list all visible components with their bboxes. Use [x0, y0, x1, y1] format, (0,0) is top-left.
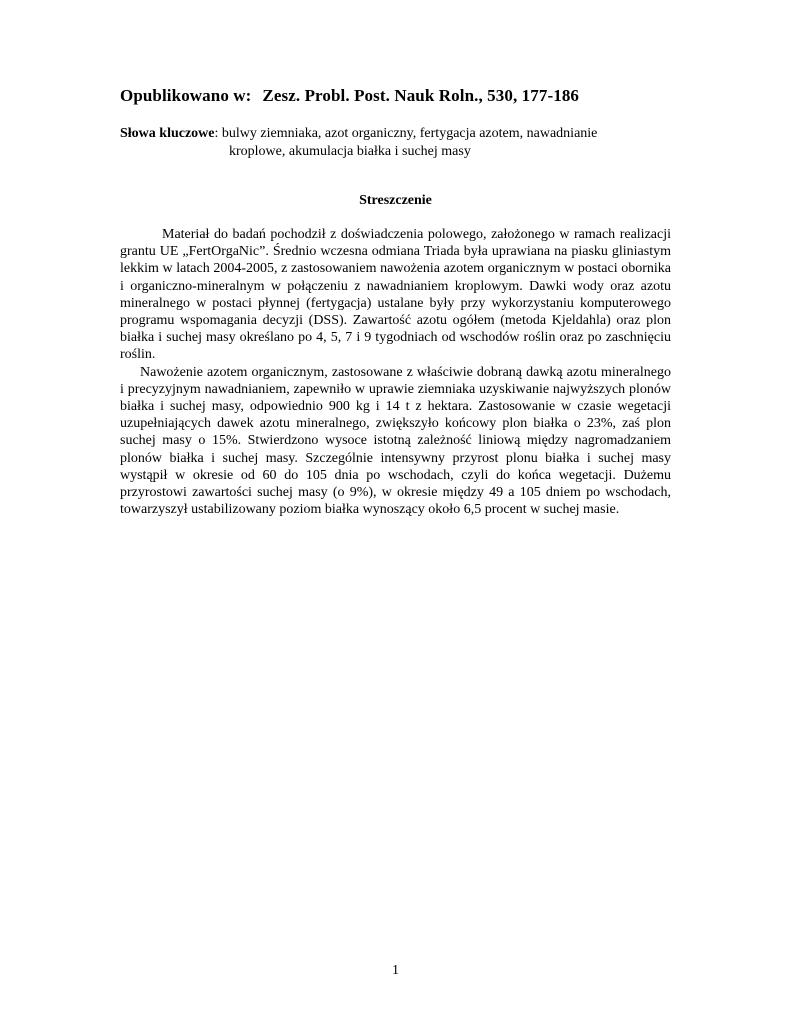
keywords-block — [120, 125, 680, 161]
keywords-line-1 — [120, 125, 680, 143]
abstract-title: Streszczenie — [359, 193, 432, 208]
keywords-text-2: kroplowe, akumulacja białka i suchej masy — [229, 144, 471, 159]
publication-line — [120, 86, 579, 106]
published-label: Opublikowano w: — [120, 86, 252, 105]
published-source: Zesz. Probl. Post. Nauk Roln., 530, 177-186 — [262, 86, 580, 105]
page-number: 1 — [392, 963, 399, 978]
keywords-line-2 — [120, 143, 680, 161]
abstract-paragraph-2: Nawożenie azotem organicznym, zastosowane z właściwie dobraną dawką azotu mineralnego i precyzyjnym nawadnianiem, zapewniło w uprawie ziemniaka uzyskiwanie najwyższych plonów białka i suchej masy, odpowiednio 900 kg i 14 t z hektara. Zastosowanie w czasie wegetacji uzupełniających dawek azotu mineralnego, zwiększyło końcowy plon białka o 23%, zaś plon suchej masy o 15%. Stwierdzono wysoce istotną zależność liniową między nagromadzaniem plonów białka i suchej masy. Szczególnie intensywny przyrost plonu białka i suchej masy wystąpił w okresie od 60 do 105 dnia po wschodach, czyli do końca wegetacji. Dużemu przyrostowi zawartości suchej masy (o 9%), w okresie między 49 a 105 dniem po wschodach, towarzyszył ustabilizowany poziom białka wynoszący około 6,5 procent w suchej masie. — [120, 364, 671, 518]
abstract-body — [120, 226, 671, 518]
keywords-text-1: : bulwy ziemniaka, azot organiczny, fertygacja azotem, nawadnianie — [214, 126, 598, 141]
abstract-paragraph-1: Materiał do badań pochodził z doświadczenia polowego, założonego w ramach realizacji grantu UE „FertOrgaNic”. Średnio wczesna odmiana Triada była uprawiana na piasku gliniastym lekkim w latach 2004-2005, z zastosowaniem nawożenia azotem organicznym w postaci obornika i organiczno-mineralnym w połączeniu z nawadnianiem kroplowym. Dawki wody oraz azotu mineralnego w postaci płynnej (fertygacja) ustalane były przy wykorzystaniu komputerowego programu wspomagania decyzji (DSS). Zawartość azotu ogółem (metoda Kjeldahla) oraz plon białka i suchej masy określano po 4, 5, 7 i 9 tygodniach od wschodów roślin oraz po zaschnięciu roślin. — [120, 227, 671, 363]
keywords-label: Słowa kluczowe — [120, 126, 215, 141]
